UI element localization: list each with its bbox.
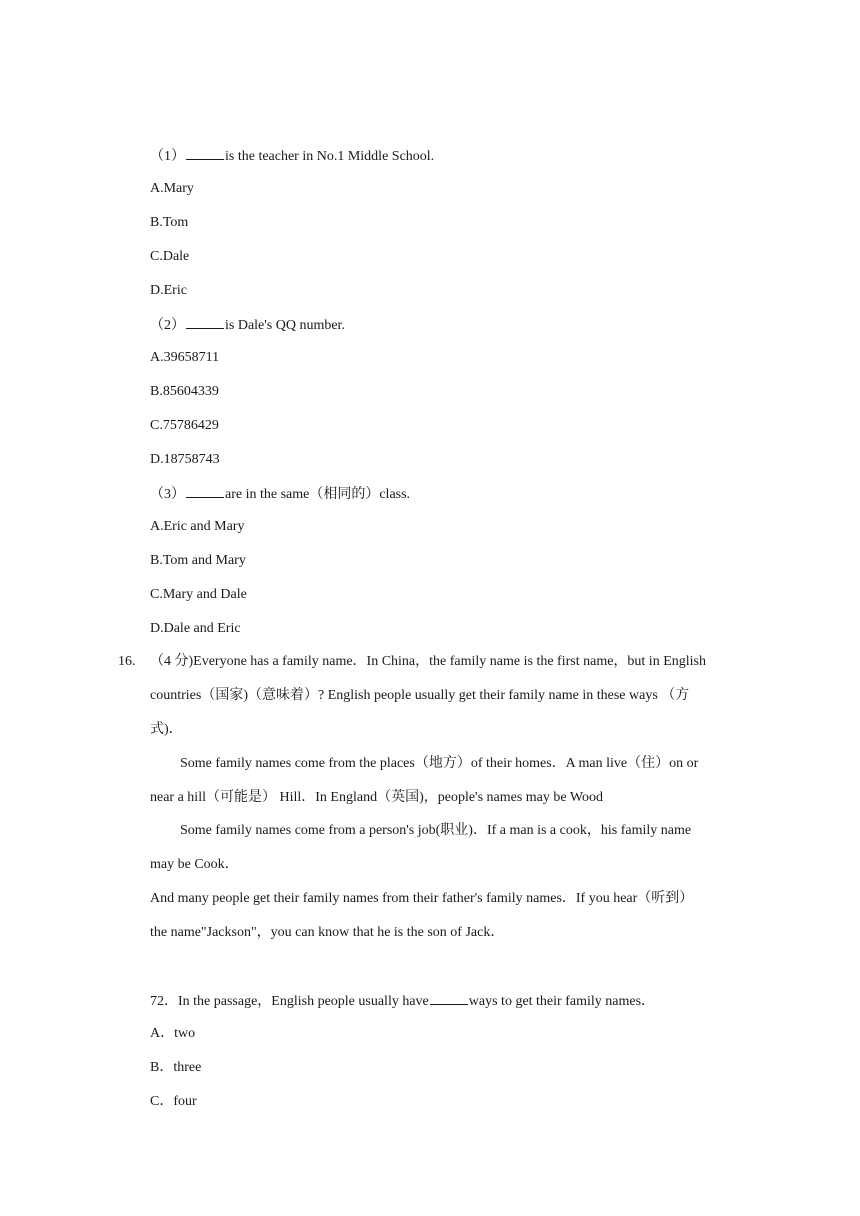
passage-line: may be Cook． <box>150 857 239 872</box>
question-72-option-b: B．three <box>150 1060 202 1075</box>
question-3-option-a: A.Eric and Mary <box>150 519 245 534</box>
answer-blank <box>430 990 468 1005</box>
question-3-option-d: D.Dale and Eric <box>150 621 241 636</box>
answer-blank <box>186 483 224 498</box>
question-3-text: are in the same（相同的）class. <box>225 487 411 502</box>
question-1-text: is the teacher in No.1 Middle School. <box>225 149 435 164</box>
question-2-option-c: C.75786429 <box>150 418 219 433</box>
passage-line: 式)． <box>150 722 183 737</box>
answer-blank <box>186 314 224 329</box>
question-16-number: 16. <box>118 654 136 669</box>
passage-line: near a hill（可能是） Hill．In England（英国)，people's names may be Wood <box>150 790 603 805</box>
question-2-option-b: B.85604339 <box>150 384 219 399</box>
question-72-stem <box>150 990 655 1010</box>
question-72-text-start: 72．In the passage，English people usually have <box>150 994 429 1009</box>
question-1-option-c: C.Dale <box>150 249 190 264</box>
question-72-text-end: ways to get their family names． <box>468 994 656 1009</box>
passage-line: And many people get their family names from their father's family names．If you hear（听到） <box>150 891 694 906</box>
passage-line: the name"Jackson"，you can know that he is the son of Jack． <box>150 925 505 940</box>
passage-line: Some family names come from the places（地方）of their homes．A man live（住）on or <box>180 756 699 771</box>
question-3-stem <box>150 483 410 503</box>
question-1-option-a: A.Mary <box>150 181 194 196</box>
question-2-option-a: A.39658711 <box>150 350 220 365</box>
question-72-option-c: C．four <box>150 1094 197 1109</box>
passage-line: （4 分)Everyone has a family name．In China，the family name is the first name，but in English <box>150 654 706 669</box>
question-1-option-d: D.Eric <box>150 283 187 298</box>
passage-line: Some family names come from a person's job(职业)．If a man is a cook，his family name <box>180 823 692 838</box>
question-2-number: （2） <box>150 318 185 333</box>
answer-blank <box>186 145 224 160</box>
question-2-stem <box>150 314 345 334</box>
passage-line: countries（国家)（意味着）? English people usually get their family name in these ways （方 <box>150 688 690 703</box>
question-2-text: is Dale's QQ number. <box>225 318 345 333</box>
question-2-option-d: D.18758743 <box>150 452 220 467</box>
question-3-number: （3） <box>150 487 185 502</box>
question-3-option-b: B.Tom and Mary <box>150 553 246 568</box>
question-72-option-a: A．two <box>150 1026 196 1041</box>
question-1-number: （1） <box>150 149 185 164</box>
question-1-option-b: B.Tom <box>150 215 189 230</box>
question-1-stem <box>150 145 434 165</box>
question-3-option-c: C.Mary and Dale <box>150 587 247 602</box>
